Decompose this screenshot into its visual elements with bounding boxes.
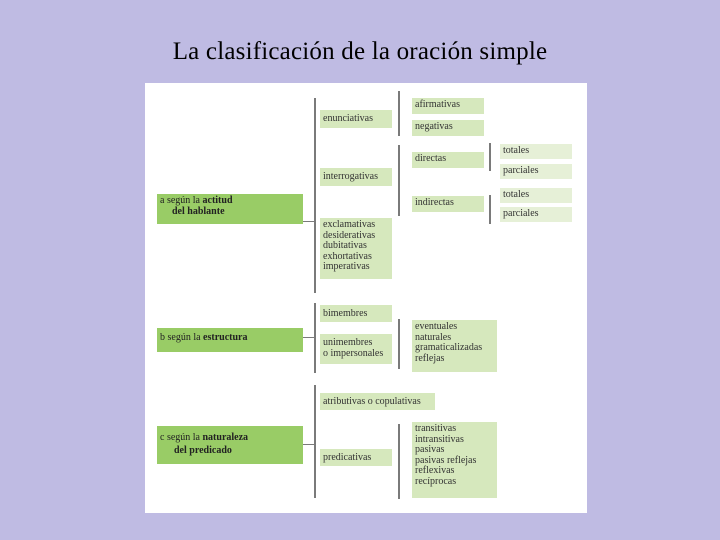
connector-line: [489, 195, 491, 224]
list-item: pasivas: [415, 444, 445, 455]
criterion-c-prefix: c según la: [160, 432, 203, 443]
node-interrogativas: interrogativas: [320, 168, 392, 186]
list-item: exhortativas: [323, 250, 372, 262]
list-item: gramaticalizadas: [415, 342, 483, 353]
connector-line: [314, 385, 316, 498]
node-afirmativas: afirmativas: [412, 98, 484, 114]
node-directas: directas: [412, 152, 484, 168]
node-predicativas: predicativas: [320, 449, 392, 466]
criterion-naturaleza: [157, 426, 303, 464]
criterion-c-bold1: naturaleza: [202, 432, 249, 443]
list-item: pasivas reflejas: [415, 454, 477, 466]
connector-line: [314, 303, 316, 373]
connector-line: [489, 143, 491, 171]
criterion-actitud: [157, 194, 303, 224]
connector-line: [398, 319, 400, 369]
criterion-b-bold: estructura: [203, 332, 248, 343]
list-item: reflejas: [415, 352, 445, 364]
node-negativas: negativas: [412, 120, 484, 136]
connector-line: [398, 145, 400, 216]
criterion-estructura: [157, 328, 303, 352]
connector-line: [302, 337, 314, 338]
list-item: eventuales: [415, 321, 458, 332]
list-item: desiderativas: [323, 229, 376, 241]
list-item: exclamativas: [323, 219, 376, 230]
node-parciales: parciales: [500, 164, 572, 179]
list-item: recíprocas: [415, 475, 457, 487]
node-atributivas: atributivas o copulativas: [320, 393, 435, 410]
list-item: reflexivas: [415, 465, 455, 476]
connector-line: [302, 221, 314, 222]
list-item: imperativas: [323, 261, 370, 272]
criterion-a-bold1: actitud: [202, 195, 233, 206]
list-item: naturales: [415, 331, 452, 343]
node-tipos-impersonales: [412, 320, 497, 372]
node-otras-modalidades: [320, 218, 392, 279]
node-enunciativas: enunciativas: [320, 110, 392, 128]
connector-line: [314, 98, 316, 293]
list-item: transitivas: [415, 423, 457, 434]
node-unimembres: [320, 334, 392, 364]
criterion-a-prefix: a según la: [160, 195, 203, 206]
connector-line: [398, 424, 400, 499]
list-item: o impersonales: [323, 347, 384, 359]
classification-diagram: [145, 83, 587, 513]
node-bimembres: bimembres: [320, 305, 392, 322]
criterion-c-bold2: del predicado: [174, 445, 232, 456]
criterion-a-bold2: del hablante: [172, 205, 225, 217]
connector-line: [398, 91, 400, 136]
node-tipos-predicativas: [412, 422, 497, 498]
list-item: intransitivas: [415, 433, 464, 445]
criterion-b-prefix: b según la: [160, 332, 204, 343]
list-item: dubitativas: [323, 240, 367, 251]
node-totales: totales: [500, 144, 572, 159]
node-totales: totales: [500, 188, 572, 203]
list-item: unimembres: [323, 337, 373, 348]
connector-line: [302, 444, 314, 445]
slide-title: La clasificación de la oración simple: [172, 38, 548, 65]
node-parciales: parciales: [500, 207, 572, 222]
node-indirectas: indirectas: [412, 196, 484, 212]
